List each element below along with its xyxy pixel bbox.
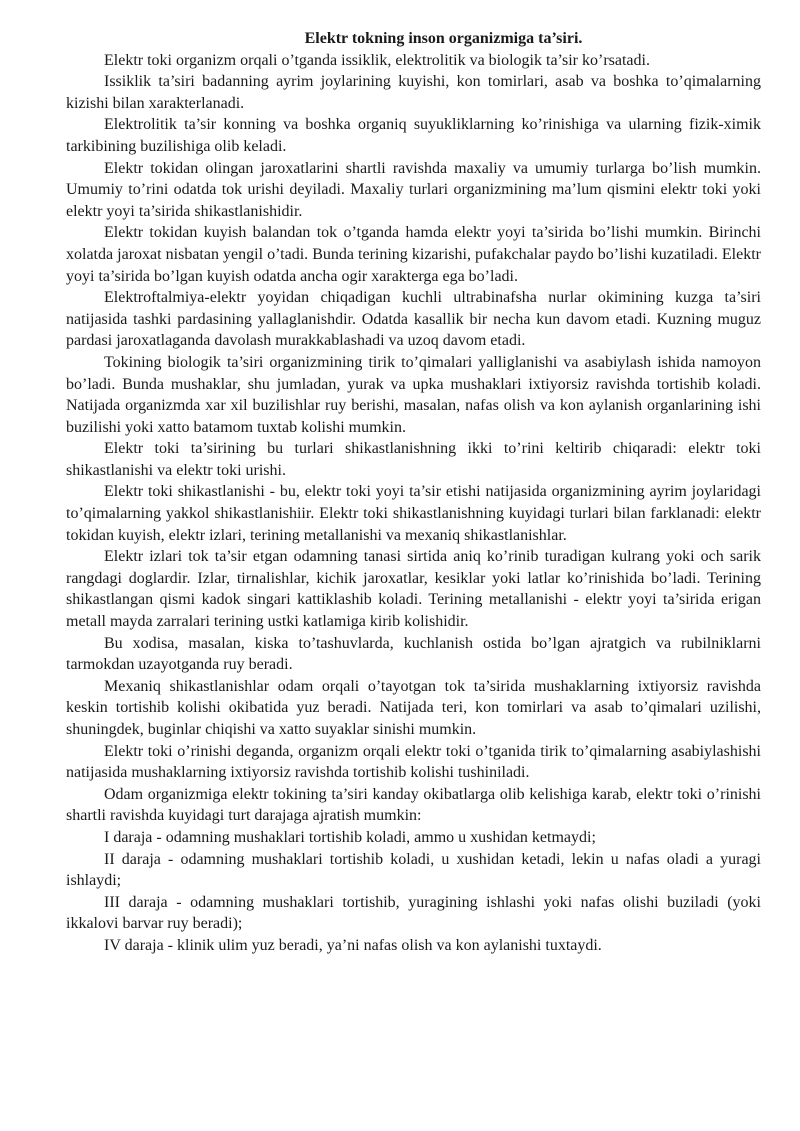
paragraph-10: Elektr izlari tok ta’sir etgan odamning tanasi sirtida aniq ko’rinib turadigan kulrang yoki och sarik rangdagi doglardir. Izlar, tirnalishlar, kichik jaroxatlar, kesiklar yoki latlar ko’rinishida bo’ladi. Terining shikastlangan qismi kadok singari kattiklashib koladi. Terining metallanishi - elektr yoyi ta’sirida erigan metall mayda zarralari terining ustki katlamiga kirib kolishidir. [66, 548, 761, 631]
paragraph-4: Elektr tokidan olingan jaroxatlarini shartli ravishda maxaliy va umumiy turlarga bo’lish mumkin. Umumiy to’rini odatda tok urishi deyiladi. Maxaliy turlari organizmining ma’lum qismini elektr toki yoki elektr yoyi ta’sirida shikastlanishidir. [66, 159, 761, 220]
paragraph-8: Elektr toki ta’sirining bu turlari shikastlanishning ikki to’rini keltirib chiqaradi: elektr toki shikastlanishi va elektr toki urishi. [66, 440, 761, 479]
paragraph-11: Bu xodisa, masalan, kiska to’tashuvlarda, kuchlanish ostida bo’lgan ajratgich va rubilniklarni tarmokdan uzayotganda ruy beradi. [66, 634, 761, 674]
paragraph-2: Issiklik ta’siri badanning ayrim joylarining kuyishi, kon tomirlari, asab va boshka to’qimalarning kizishi bilan xarakterlanadi. [66, 73, 761, 112]
paragraph-14: Odam organizmiga elektr tokining ta’siri kanday okibatlarga olib kelishiga karab, elektr toki o’rinishi shartli ravishda kuyidagi turt darajaga ajratish mumkin: [66, 785, 761, 825]
document-title: Elektr tokning inson organizmiga ta’siri. [304, 30, 583, 47]
paragraph-7: Tokining biologik ta’siri organizmining tirik to’qimalari yalliglanishi va asabiylash ishida namoyon bo’ladi. Bunda mushaklar, shu jumladan, yurak va upka mushaklari ixtiyorsiz ravishda tortishib koladi. Natijada organizmda xar xil buzilishlar ruy berishi, masalan, nafas olish va kon aylanish organlarining ishi buzilishi yoki xatto batamom tuxtab kolishi mumkin. [66, 353, 761, 436]
paragraph-13: Elektr toki o’rinishi deganda, organizm orqali elektr toki o’tganida tirik to’qimalarning asabiylashishi natijasida mushaklarning ixtiyorsiz ravishda tortishib kolishi tushiniladi. [66, 742, 761, 782]
paragraph-6: Elektroftalmiya-elektr yoyidan chiqadigan kuchli ultrabinafsha nurlar okimining kuzga ta’siri natijasida tashki pardasining yallaglanishdir. Odatda kasallik bir necha kun davom etadi. Kuzning muguz pardasi jaroxatlaganda davolash murakkablashadi va uzoq davom etadi. [66, 289, 761, 350]
degree-3-item: III daraja - odamning mushaklari tortishib, yuragining ishlashi yoki nafas olishi buziladi (yoki ikkalovi barvar ruy beradi); [66, 893, 761, 933]
paragraph-1: Elektr toki organizm orqali o’tganda issiklik, elektrolitik va biologik ta’sir ko’rsatadi. [104, 51, 650, 69]
paragraph-12: Mexaniq shikastlanishlar odam orqali o’tayotgan tok ta’sirida mushaklarning ixtiyorsiz ravishda keskin tortishib kolishi okibatida yuz beradi. Natijada teri, kon tomirlari va asab to’qimalari uzilishi, shuningdek, buginlar chiqishi va xatto suyaklar sinishi mumkin. [66, 677, 761, 738]
document-page [66, 28, 761, 957]
paragraph-3: Elektrolitik ta’sir konning va boshka organiq suyukliklarning ko’rinishiga va ularning fizik-ximik tarkibining buzilishiga olib keladi. [66, 116, 761, 155]
degree-4-item: IV daraja - klinik ulim yuz beradi, ya’ni nafas olish va kon aylanishi tuxtaydi. [104, 936, 602, 954]
degree-2-item: II daraja - odamning mushaklari tortishib koladi, u xushidan ketadi, lekin u nafas oladi a yuragi ishlaydi; [66, 850, 761, 890]
degree-1-item: I daraja - odamning mushaklari tortishib koladi, ammo u xushidan ketmaydi; [104, 828, 596, 846]
paragraph-9: Elektr toki shikastlanishi - bu, elektr toki yoyi ta’sir etishi natijasida organizmining ayrim joylaridagi to’qimalarning yakkol shikastlanishiir. Elektr toki shikastlanishning kuyidagi turlari bilan farklanadi: elektr tokidan kuyish, elektr izlari, terining metallanishi va mexaniq shikastlanishlar. [66, 483, 761, 544]
paragraph-5: Elektr tokidan kuyish balandan tok o’tganda hamda elektr yoyi ta’sirida bo’lishi mumkin. Birinchi xolatda jaroxat nisbatan yengil o’tadi. Bunda terining kizarishi, pufakchalar paydo bo’lishi kuzatiladi. Elektr yoyi ta’sirida bo’lgan kuyish odatda ancha ogir xarakterga ega bo’ladi. [66, 224, 761, 285]
